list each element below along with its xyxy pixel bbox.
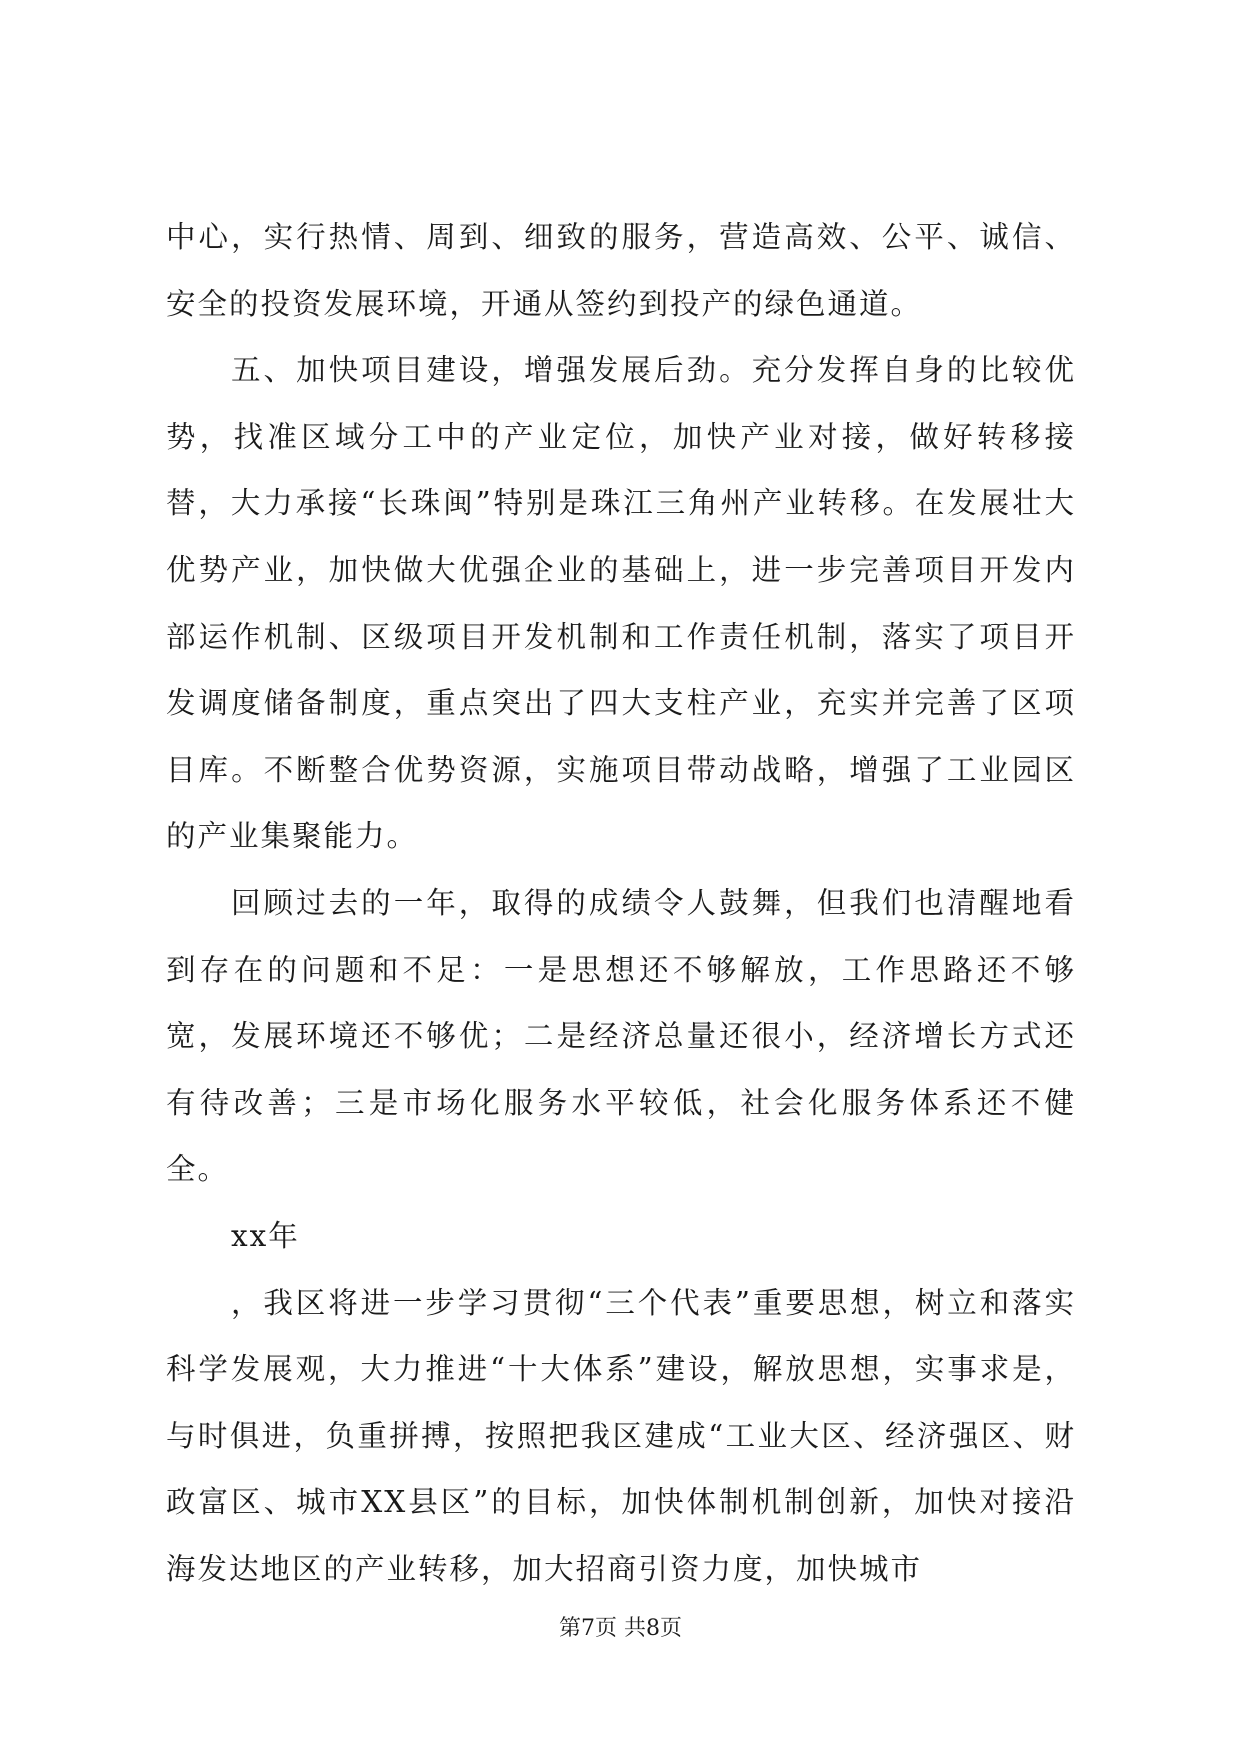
paragraph-4: xx年 bbox=[231, 1218, 300, 1253]
paragraph-1: 中心，实行热情、周到、细致的服务，营造高效、公平、诚信、安全的投资发展环境，开通从签约到投产的绿色通道。 bbox=[166, 220, 1076, 321]
paragraph-3: 回顾过去的一年，取得的成绩令人鼓舞，但我们也清醒地看到存在的问题和不足：一是思想还不够解放，工作思路还不够宽，发展环境还不够优；二是经济总量还很小，经济增长方式还有待改善；三是市场化服务水平较低，社会化服务体系还不健全。 bbox=[166, 885, 1076, 1187]
paragraph-2: 五、加快项目建设，增强发展后劲。充分发挥自身的比较优势，找准区域分工中的产业定位，加快产业对接，做好转移接替，大力承接“长珠闽”特别是珠江三角州产业转移。在发展壮大优势产业，加快做大优强企业的基础上，进一步完善项目开发内部运作机制、区级项目开发机制和工作责任机制，落实了项目开发调度储备制度，重点突出了四大支柱产业，充实并完善了区项目库。不断整合优势资源，实施项目带动战略，增强了工业园区的产业集聚能力。 bbox=[166, 353, 1076, 854]
page-footer: 第7页 共8页 bbox=[559, 1616, 682, 1641]
paragraph-5: ，我区将进一步学习贯彻“三个代表”重要思想，树立和落实科学发展观，大力推进“十大体系”建设，解放思想，实事求是，与时俱进，负重拼搏，按照把我区建成“工业大区、经济强区、财政富区、城市XX县区”的目标，加快体制机制创新，加快对接沿海发达地区的产业转移，加大招商引资力度，加快城市 bbox=[166, 1285, 1076, 1586]
body-text bbox=[166, 204, 1076, 1602]
